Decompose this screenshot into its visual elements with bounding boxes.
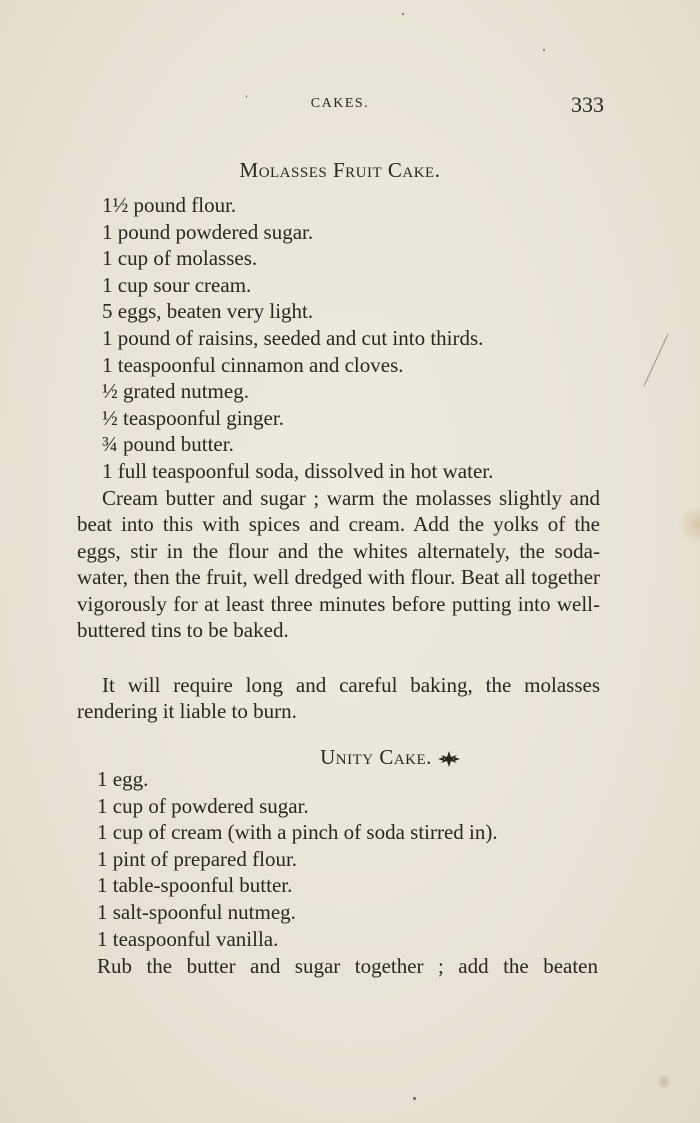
paper-speck bbox=[246, 95, 247, 98]
ingredient-item: ¾ pound butter. bbox=[102, 432, 234, 457]
ingredient-list-molasses-fruit-cake bbox=[102, 192, 493, 485]
ingredient-item: 5 eggs, beaten very light. bbox=[102, 299, 314, 324]
paper-speck bbox=[402, 13, 404, 15]
running-title: CAKES. bbox=[310, 96, 370, 111]
paper-speck bbox=[413, 1097, 416, 1100]
running-head bbox=[76, 92, 604, 120]
pencil-mark bbox=[642, 330, 672, 390]
ingredient-item: 1 salt-spoonful nutmeg. bbox=[97, 899, 296, 924]
recipe-title-text: Unity Cake. bbox=[320, 745, 432, 769]
ingredient-item: 1 egg. bbox=[97, 767, 149, 791]
ingredient-item: 1 teaspoonful vanilla. bbox=[97, 926, 279, 951]
ingredient-item: 1 full teaspoonful soda, dissolved in hot water. bbox=[102, 458, 494, 483]
recipe-directions-paragraph: It will require long and careful baking, the molasses rendering it liable to burn. bbox=[77, 673, 600, 724]
paper-stain bbox=[678, 505, 700, 545]
ingredient-item: 1 cup of molasses. bbox=[102, 246, 258, 271]
ingredient-item: 1 cup of cream (with a pinch of soda stirred in). bbox=[97, 820, 498, 845]
ingredient-item: 1½ pound flour. bbox=[102, 193, 237, 217]
ingredient-item: 1 pint of prepared flour. bbox=[97, 846, 298, 871]
ingredient-item: ½ grated nutmeg. bbox=[102, 379, 249, 404]
ingredient-item: 1 teaspoonful cinnamon and cloves. bbox=[102, 352, 404, 377]
ingredient-item: 1 cup of powdered sugar. bbox=[97, 793, 309, 818]
recipe-directions-paragraph: Cream butter and sugar ; warm the molasses slightly and beat into this with spices and cream. Add the yolks of the eggs, stir in the flour and the whites alternately, the soda-water, then the fruit, well dredged with flour. Beat all together vigorously for at least three minutes before putting into well-buttered tins to be baked. bbox=[77, 486, 600, 643]
ingredient-item: 1 table-spoonful butter. bbox=[97, 873, 293, 898]
ingredient-list-unity-cake bbox=[97, 766, 498, 952]
recipe-directions-paragraph: Rub the butter and sugar together ; add the beaten bbox=[97, 954, 598, 978]
recipe-title-molasses-fruit-cake bbox=[100, 158, 580, 183]
recipe-title-text: Molasses Fruit Cake. bbox=[239, 158, 441, 182]
paper-stain bbox=[656, 1074, 672, 1090]
page-number: 333 bbox=[571, 92, 604, 117]
ingredient-item: 1 pound powdered sugar. bbox=[102, 219, 314, 244]
ingredient-item: 1 pound of raisins, seeded and cut into thirds. bbox=[102, 325, 484, 350]
paper-speck bbox=[543, 49, 545, 51]
ingredient-item: ½ teaspoonful ginger. bbox=[102, 405, 284, 430]
ingredient-item: 1 cup sour cream. bbox=[102, 272, 252, 297]
